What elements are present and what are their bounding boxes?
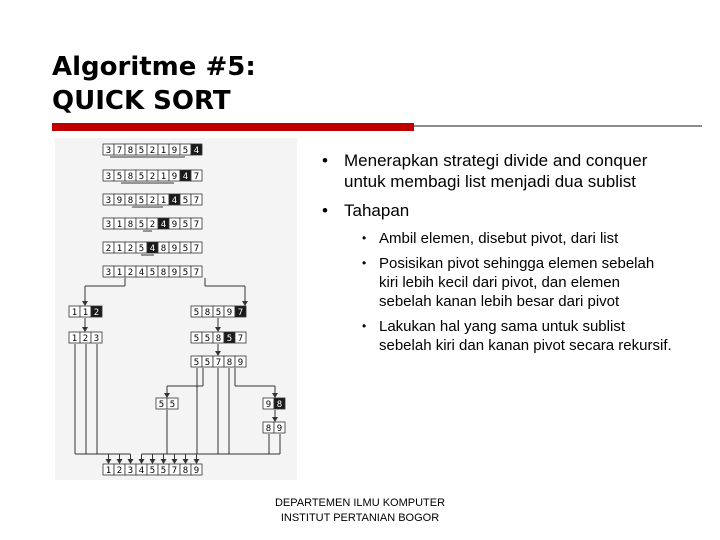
- sub-bullet-dot: •: [362, 231, 367, 245]
- arrow-head: [272, 417, 278, 422]
- arrow-head: [82, 301, 88, 306]
- diagram-digit: 5: [193, 334, 200, 344]
- diagram-digit: 7: [116, 146, 123, 156]
- sub-bullet-text: Ambil elemen, disebut pivot, dari list: [379, 230, 619, 247]
- diagram-digit: 7: [193, 268, 200, 278]
- diagram-digit: 2: [127, 244, 134, 254]
- final-sorted-row: [103, 464, 202, 476]
- diagram-digit: 3: [127, 466, 134, 476]
- diagram-digit: 4: [171, 196, 178, 206]
- diagram-digit: 2: [127, 268, 134, 278]
- diagram-digit: 4: [138, 268, 145, 278]
- partition-row: [103, 266, 202, 278]
- diagram-digit: 9: [237, 358, 244, 368]
- diagram-digit: 2: [149, 172, 156, 182]
- diagram-digit: 4: [193, 146, 200, 156]
- diagram-digit: 1: [160, 146, 167, 156]
- title-line-2: QUICK SORT: [52, 86, 231, 116]
- diagram-digit: 5: [149, 466, 156, 476]
- sub-bullet-text: Posisikan pivot sehingga elemen sebelah kiri lebih kecil dari pivot, dan elemen sebelah kanan lebih besar dari pivot: [379, 255, 655, 310]
- diagram-digit: 5: [215, 308, 222, 318]
- diagram-digit: 9: [265, 400, 272, 410]
- right-branch-pivot-row: [191, 306, 246, 318]
- diagram-digit: 3: [105, 146, 112, 156]
- arrow-head: [139, 459, 145, 464]
- partition-row: [103, 218, 202, 230]
- diagram-digit: 5: [138, 244, 145, 254]
- bullet-list: [322, 150, 672, 361]
- diagram-digit: 5: [204, 358, 211, 368]
- diagram-digit: 5: [182, 220, 189, 230]
- arrow-head: [194, 459, 200, 464]
- diagram-digit: 2: [149, 196, 156, 206]
- diagram-digit: 7: [237, 308, 244, 318]
- bullet-item: [322, 150, 672, 192]
- diagram-digit: 4: [149, 244, 156, 254]
- diagram-digit: 1: [105, 466, 112, 476]
- diagram-digit: 5: [193, 308, 200, 318]
- diagram-digit: 5: [138, 196, 145, 206]
- diagram-digit: 7: [215, 358, 222, 368]
- diagram-digit: 1: [116, 268, 123, 278]
- diagram-digit: 3: [105, 220, 112, 230]
- slide-title: [52, 50, 256, 118]
- diagram-digit: 8: [226, 358, 233, 368]
- arrow-head: [172, 459, 178, 464]
- diagram-digit: 8: [127, 220, 134, 230]
- diagram-digit: 5: [138, 146, 145, 156]
- diagram-digit: 2: [105, 244, 112, 254]
- arrow-head: [82, 327, 88, 332]
- bullet-item: [322, 200, 672, 221]
- diagram-digit: 9: [171, 146, 178, 156]
- diagram-digit: 1: [160, 196, 167, 206]
- diagram-digit: 3: [105, 172, 112, 182]
- diagram-digit: 9: [276, 424, 283, 434]
- sub-right-pivot-row: [263, 398, 285, 410]
- arrow-head: [242, 301, 248, 306]
- footer-department: DEPARTEMEN ILMU KOMPUTER: [274, 497, 446, 509]
- diagram-digit: 5: [160, 466, 167, 476]
- diagram-digit: 9: [171, 172, 178, 182]
- bullet-dot: •: [322, 151, 328, 170]
- sub-bullet-text: Lakukan hal yang sama untuk sublist sebelah kiri dan kanan pivot secara rekursif.: [379, 318, 672, 354]
- diagram-digit: 2: [93, 308, 100, 318]
- diagram-digit: 5: [116, 172, 123, 182]
- diagram-digit: 9: [171, 244, 178, 254]
- bullet-text: Tahapan: [344, 201, 410, 220]
- diagram-digit: 8: [127, 196, 134, 206]
- diagram-digit: 4: [160, 220, 167, 230]
- diagram-digit: 7: [193, 172, 200, 182]
- partition-row: [103, 194, 202, 206]
- sub-bullet-item: [322, 254, 672, 311]
- sub-right-sorted-row: [263, 422, 285, 434]
- quicksort-figure: [55, 138, 297, 480]
- sub-bullet-dot: •: [362, 319, 367, 333]
- diagram-digit: 5: [169, 400, 176, 410]
- diagram-digit: 8: [160, 244, 167, 254]
- diagram-digit: 9: [171, 268, 178, 278]
- diagram-digit: 2: [149, 220, 156, 230]
- diagram-digit: 9: [116, 196, 123, 206]
- diagram-digit: 1: [71, 334, 78, 344]
- diagram-digit: 1: [160, 172, 167, 182]
- diagram-digit: 7: [171, 466, 178, 476]
- arrow-head: [183, 459, 189, 464]
- diagram-digit: 2: [82, 334, 89, 344]
- arrow-head: [117, 459, 123, 464]
- left-branch-sorted: [69, 332, 102, 344]
- sub-bullet-dot: •: [362, 256, 367, 270]
- diagram-digit: 5: [204, 334, 211, 344]
- arrow-head: [272, 393, 278, 398]
- diagram-digit: 3: [105, 268, 112, 278]
- diagram-digit: 8: [182, 466, 189, 476]
- diagram-digit: 5: [226, 334, 233, 344]
- sub-bullet-item: [322, 317, 672, 355]
- bullet-text: Menerapkan strategi divide and conquer untuk membagi list menjadi dua sublist: [344, 151, 648, 191]
- diagram-digit: 8: [265, 424, 272, 434]
- title-accent-bar: [52, 123, 414, 131]
- diagram-digit: 9: [226, 308, 233, 318]
- arrow-head: [128, 459, 134, 464]
- left-branch-pivot-row: [69, 306, 102, 318]
- diagram-digit: 7: [193, 196, 200, 206]
- arrow-head: [161, 459, 167, 464]
- diagram-digit: 2: [116, 466, 123, 476]
- arrow-head: [164, 393, 170, 398]
- arrow-head: [215, 327, 221, 332]
- arrow-head: [150, 459, 156, 464]
- arrow-head: [106, 459, 112, 464]
- right-branch-second: [191, 332, 246, 344]
- right-branch-third: [191, 356, 246, 368]
- diagram-digit: 5: [182, 244, 189, 254]
- footer-institute: INSTITUT PERTANIAN BOGOR: [280, 512, 440, 524]
- footer: [240, 496, 480, 526]
- diagram-digit: 5: [182, 146, 189, 156]
- diagram-digit: 8: [276, 400, 283, 410]
- partition-row: [103, 170, 202, 182]
- partition-row: [103, 144, 202, 156]
- arrow-head: [215, 351, 221, 356]
- diagram-digit: 1: [71, 308, 78, 318]
- bullet-dot: •: [322, 201, 328, 220]
- title-line-1: Algoritme #5:: [52, 52, 256, 82]
- diagram-digit: 4: [182, 172, 189, 182]
- diagram-digit: 7: [237, 334, 244, 344]
- diagram-digit: 9: [193, 466, 200, 476]
- diagram-digit: 8: [160, 268, 167, 278]
- diagram-digit: 8: [127, 146, 134, 156]
- diagram-digit: 1: [116, 244, 123, 254]
- diagram-digit: 8: [127, 172, 134, 182]
- diagram-digit: 7: [193, 244, 200, 254]
- diagram-digit: 1: [116, 220, 123, 230]
- diagram-digit: 5: [158, 400, 165, 410]
- diagram-digit: 3: [93, 334, 100, 344]
- diagram-digit: 8: [204, 308, 211, 318]
- diagram-digit: 3: [105, 196, 112, 206]
- sub-left-row: [156, 398, 178, 410]
- diagram-digit: 7: [193, 220, 200, 230]
- sub-bullet-item: [322, 229, 672, 248]
- partition-row: [103, 242, 202, 254]
- diagram-digit: 5: [193, 358, 200, 368]
- diagram-digit: 5: [138, 220, 145, 230]
- diagram-digit: 5: [149, 268, 156, 278]
- diagram-digit: 2: [149, 146, 156, 156]
- diagram-digit: 5: [138, 172, 145, 182]
- diagram-digit: 5: [182, 268, 189, 278]
- diagram-digit: 1: [82, 308, 89, 318]
- diagram-digit: 9: [171, 220, 178, 230]
- diagram-digit: 8: [215, 334, 222, 344]
- diagram-digit: 4: [138, 466, 145, 476]
- quicksort-diagram: [55, 138, 297, 480]
- diagram-digit: 5: [182, 196, 189, 206]
